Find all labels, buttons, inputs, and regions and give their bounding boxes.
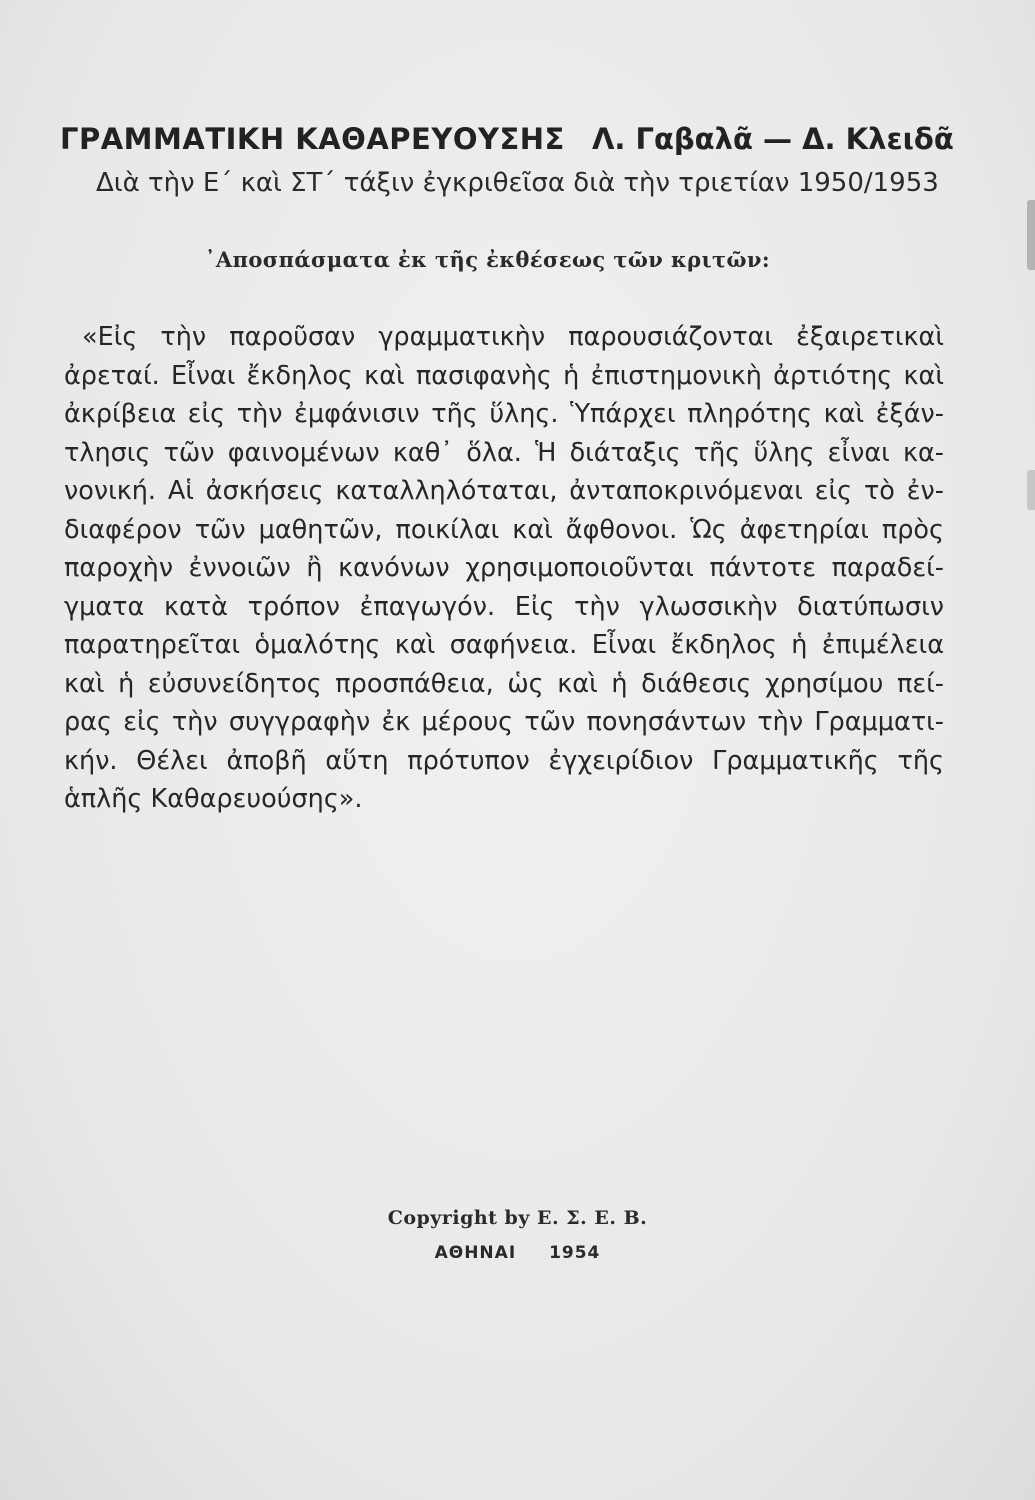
imprint bbox=[0, 1243, 1035, 1263]
excerpt-line: ἀρεταί. Εἶναι ἔκδηλος καὶ πασιφανὴς ἡ ἐπιστημονικὴ ἀρτιότης καὶ bbox=[64, 360, 944, 391]
excerpt-line: κήν. Θέλει ἀποβῆ αὕτη πρότυπον ἐγχειρίδιον Γραμματικῆς τῆς bbox=[64, 745, 944, 776]
excerpts-heading: ᾿Αποσπάσματα ἐκ τῆς ἐκθέσεως τῶν κριτῶν: bbox=[205, 247, 771, 272]
subtitle: Διὰ τὴν Ε΄ καὶ ΣΤ΄ τάξιν ἐγκριθεῖσα διὰ τὴν τριετίαν 1950/1953 bbox=[96, 168, 939, 198]
imprint-place: ΑΘΗΝΑΙ bbox=[434, 1243, 517, 1263]
authors: Λ. Γαβαλᾶ — Δ. Κλειδᾶ bbox=[591, 122, 954, 156]
book-title: ΓΡΑΜΜΑΤΙΚΗ ΚΑΘΑΡΕΥΟΥΣΗΣ bbox=[60, 122, 565, 156]
excerpt-body bbox=[64, 318, 944, 819]
excerpt-line: τλησις τῶν φαινομένων καθ᾿ ὅλα. Ἡ διάταξις τῆς ὕλης εἶναι κα- bbox=[64, 437, 944, 468]
excerpt-line: διαφέρον τῶν μαθητῶν, ποικίλαι καὶ ἄφθονοι. Ὡς ἀφετηρίαι πρὸς bbox=[64, 514, 944, 545]
page-edge-mark bbox=[1027, 200, 1035, 270]
imprint-year: 1954 bbox=[549, 1243, 601, 1263]
excerpt-line: παροχὴν ἐννοιῶν ἢ κανόνων χρησιμοποιοῦνται πάντοτε παραδεί- bbox=[64, 553, 944, 583]
excerpt-line: καὶ ἡ εὐσυνείδητος προσπάθεια, ὡς καὶ ἡ διάθεσις χρησίμου πεί- bbox=[64, 668, 944, 699]
copyright-notice: Copyright by Ε. Σ. Ε. Β. bbox=[387, 1207, 648, 1229]
header bbox=[60, 122, 990, 156]
excerpt-line: «Εἰς τὴν παροῦσαν γραμματικὴν παρουσιάζονται ἐξαιρετικαὶ bbox=[82, 322, 944, 352]
excerpt-line: ρας εἰς τὴν συγγραφὴν ἐκ μέρους τῶν πονησάντων τὴν Γραμματι- bbox=[64, 707, 944, 737]
excerpt-line: ἀκρίβεια εἰς τὴν ἐμφάνισιν τῆς ὕλης. Ὑπάρχει πληρότης καὶ ἐξάν- bbox=[64, 399, 944, 429]
excerpt-line: γματα κατὰ τρόπον ἐπαγωγόν. Εἰς τὴν γλωσσικὴν διατύπωσιν bbox=[64, 591, 944, 622]
excerpt-line: ἁπλῆς Καθαρευούσης». bbox=[64, 784, 363, 814]
excerpt-line: νονική. Αἱ ἀσκήσεις καταλληλόταται, ἀνταποκρινόμεναι εἰς τὸ ἐν- bbox=[64, 476, 944, 506]
excerpt-line: παρατηρεῖται ὁμαλότης καὶ σαφήνεια. Εἶναι ἔκδηλος ἡ ἐπιμέλεια bbox=[64, 630, 944, 660]
page-edge-mark bbox=[1027, 470, 1035, 510]
